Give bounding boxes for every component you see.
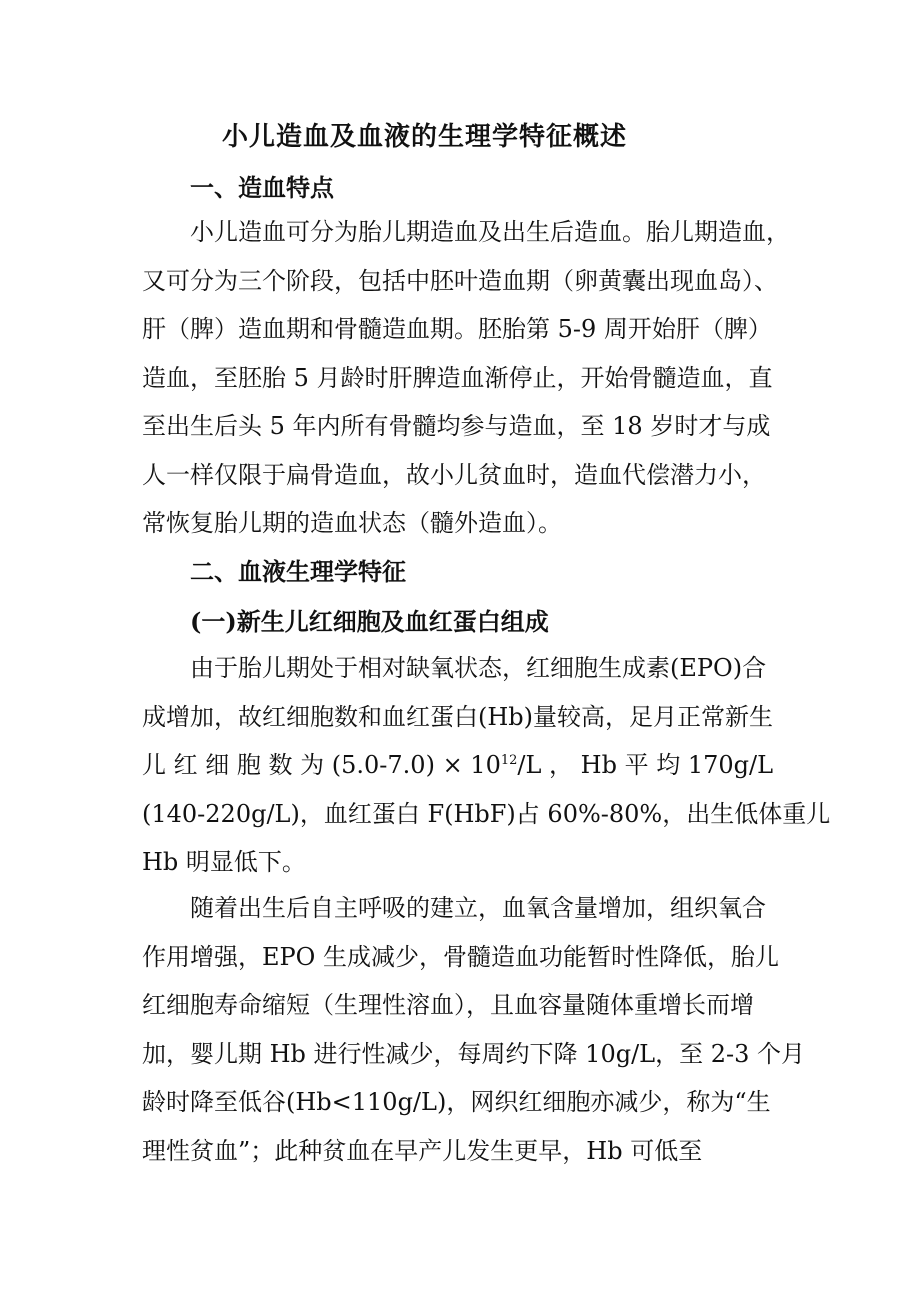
text-line-with-superscript — [142, 741, 782, 790]
paragraph-physiologic-anemia — [142, 884, 806, 1175]
text-line: 龄时降至低谷(Hb<110g/L)，网织红细胞亦减少，称为“生 — [142, 1088, 771, 1116]
subsection-heading-newborn-rbc: (一)新生儿红细胞及血红蛋白组成 — [190, 607, 549, 636]
text-line: 理性贫血”；此种贫血在早产儿发生更早，Hb 可低至 — [142, 1136, 703, 1165]
text-line: (140-220g/L)，血红蛋白 F(HbF)占 60%-80%，出生低体重儿 — [142, 799, 831, 828]
document-title: 小儿造血及血液的生理学特征概述 — [222, 122, 628, 152]
text-line: 由于胎儿期处于相对缺氧状态，红细胞生成素(EPO)合 — [190, 654, 767, 682]
text-line: 加，婴儿期 Hb 进行性减少，每周约下降 10g/L，至 2-3 个月 — [142, 1039, 806, 1068]
text-line: 小儿造血可分为胎儿期造血及出生后造血。胎儿期造血， — [190, 218, 790, 246]
text-line: 至出生后头 5 年内所有骨髓均参与造血，至 18 岁时才与成 — [142, 412, 771, 440]
text-line: Hb 明显低下。 — [142, 848, 306, 876]
section-heading-hematopoiesis: 一、造血特点 — [190, 173, 334, 202]
text-line: 人一样仅限于扁骨造血，故小儿贫血时，造血代偿潜力小， — [142, 460, 766, 489]
text-line: 红细胞寿命缩短（生理性溶血），且血容量随体重增长而增 — [142, 991, 754, 1019]
text-segment: 儿 红 细 胞 数 为 (5.0-7.0) × 10 — [142, 751, 501, 779]
section-heading-blood-physiology: 二、血液生理学特征 — [190, 557, 406, 586]
text-line: 随着出生后自主呼吸的建立，血氧含量增加，组织氧合 — [190, 894, 766, 922]
text-segment: /L ， Hb 平 均 170g/L — [517, 751, 774, 779]
text-line: 又可分为三个阶段，包括中胚叶造血期（卵黄囊出现血岛）、 — [142, 266, 778, 295]
text-line: 常恢复胎儿期的造血状态（髓外造血）。 — [142, 509, 562, 537]
text-line: 成增加，故红细胞数和血红蛋白(Hb)量较高，足月正常新生 — [142, 702, 774, 731]
paragraph-hematopoiesis — [142, 208, 790, 548]
superscript-exponent: 12 — [500, 753, 518, 768]
text-line: 肝（脾）造血期和骨髓造血期。胚胎第 5-9 周开始肝（脾） — [142, 315, 772, 343]
text-line: 造血，至胚胎 5 月龄时肝脾造血渐停止，开始骨髓造血，直 — [142, 363, 773, 392]
paragraph-newborn-rbc — [142, 644, 831, 887]
text-line: 作用增强，EPO 生成减少，骨髓造血功能暂时性降低，胎儿 — [142, 942, 779, 971]
